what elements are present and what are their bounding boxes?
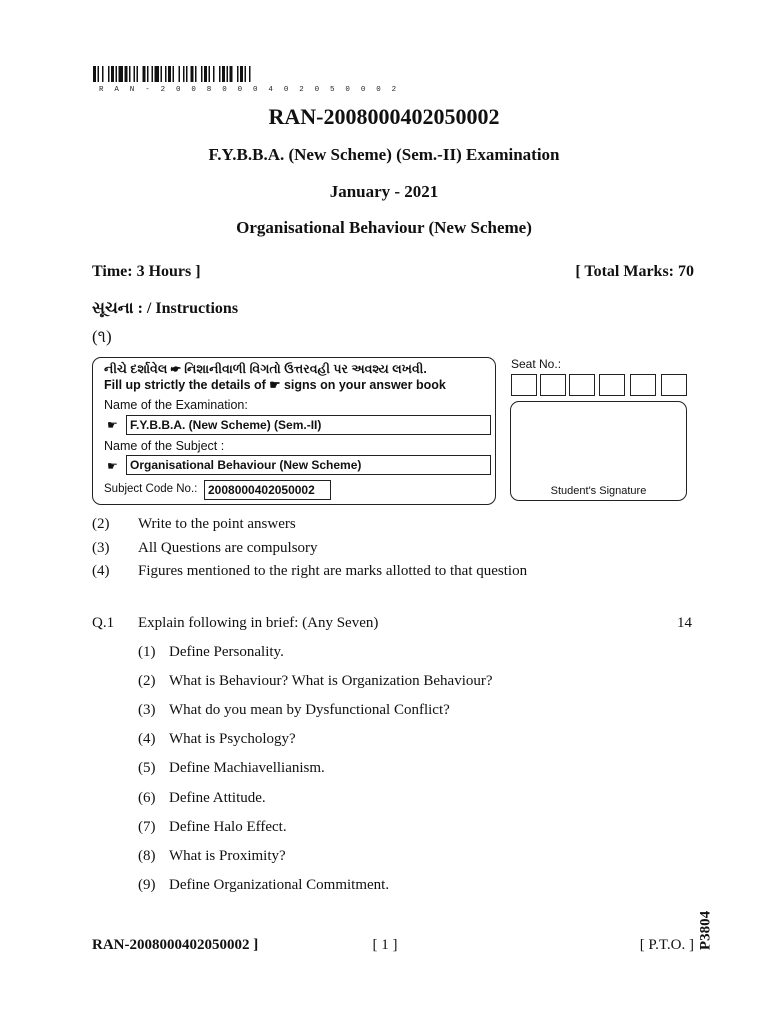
seat-number-box (599, 374, 625, 396)
sub-question-number: (6) (138, 790, 156, 806)
seat-number-box (511, 374, 537, 396)
instruction-1-number: (૧) (92, 327, 112, 346)
side-paper-code: P3804 (697, 910, 714, 951)
instruction-number: (3) (92, 540, 110, 556)
sub-question-number: (1) (138, 644, 156, 660)
sub-question-text: What do you mean by Dysfunctional Conflict? (169, 702, 450, 718)
time-label: Time: 3 Hours ] (92, 263, 201, 280)
sub-question-text: Define Halo Effect. (169, 819, 287, 835)
seat-number-label: Seat No.: (511, 357, 562, 371)
total-marks: [ Total Marks: 70 (575, 263, 694, 280)
subject-code-field: 2008000402050002 (204, 480, 331, 500)
question-marks: 14 (677, 615, 692, 631)
answer-book-details-box (92, 357, 496, 505)
seat-number-box (540, 374, 566, 396)
english-instruction-line: Fill up strictly the details of ☛ signs on your answer book (104, 378, 446, 392)
sub-question-text: What is Behaviour? What is Organization Behaviour? (169, 673, 493, 689)
sub-question-number: (4) (138, 731, 156, 747)
sub-question-number: (2) (138, 673, 156, 689)
instruction-text: Write to the point answers (138, 516, 296, 532)
instruction-text: All Questions are compulsory (138, 540, 318, 556)
sub-question-number: (8) (138, 848, 156, 864)
exam-title: F.Y.B.B.A. (New Scheme) (Sem.-II) Examination (208, 145, 560, 164)
barcode-icon (93, 66, 309, 82)
seat-number-box (569, 374, 595, 396)
document-code-title: RAN-2008000402050002 (268, 104, 500, 129)
instruction-text: Figures mentioned to the right are marks allotted to that question (138, 563, 528, 579)
subject-title: Organisational Behaviour (New Scheme) (236, 218, 532, 237)
student-signature-box (510, 401, 687, 501)
seat-number-box (661, 374, 687, 396)
footer-document-code: RAN-2008000402050002 ] (92, 937, 259, 953)
subject-code-label: Subject Code No.: (104, 483, 198, 495)
footer-pto: [ P.T.O. ] (639, 937, 694, 953)
sub-question-number: (3) (138, 702, 156, 718)
subject-name-field: Organisational Behaviour (New Scheme) (126, 455, 491, 475)
sub-question-text: Define Personality. (169, 644, 284, 660)
sub-question-text: What is Psychology? (169, 731, 296, 747)
sub-question-number: (9) (138, 877, 156, 893)
exam-name-field: F.Y.B.B.A. (New Scheme) (Sem.-II) (126, 415, 491, 435)
exam-name-label: Name of the Examination: (104, 398, 248, 412)
instruction-number: (2) (92, 516, 110, 532)
exam-date: January - 2021 (329, 182, 439, 201)
instructions-heading: સૂચના : / Instructions (92, 300, 239, 317)
question-number: Q.1 (92, 615, 115, 631)
sub-question-text: What is Proximity? (169, 848, 286, 864)
sub-question-text: Define Attitude. (169, 790, 266, 806)
subject-name-label: Name of the Subject : (104, 439, 225, 453)
instruction-number: (4) (92, 563, 110, 579)
sub-question-number: (7) (138, 819, 156, 835)
pointing-hand-icon: ☛ (107, 418, 118, 432)
sub-question-text: Define Organizational Commitment. (169, 877, 390, 893)
gujarati-instruction-line: નીચે દર્શાવેલ ☛ નિશાનીવાળી વિગતો ઉત્તરવહી પર અવશ્ય લખવી. (104, 362, 427, 376)
footer-page-number: [ 1 ] (372, 937, 398, 953)
question-text: Explain following in brief: (Any Seven) (138, 615, 379, 631)
student-signature-label: Student's Signature (550, 485, 647, 497)
barcode-text: R A N - 2 0 0 8 0 0 0 4 0 2 0 5 0 0 0 2 (99, 86, 400, 94)
pointing-hand-icon: ☛ (107, 459, 118, 473)
sub-question-number: (5) (138, 760, 156, 776)
sub-question-text: Define Machiavellianism. (169, 760, 325, 776)
seat-number-box (630, 374, 656, 396)
